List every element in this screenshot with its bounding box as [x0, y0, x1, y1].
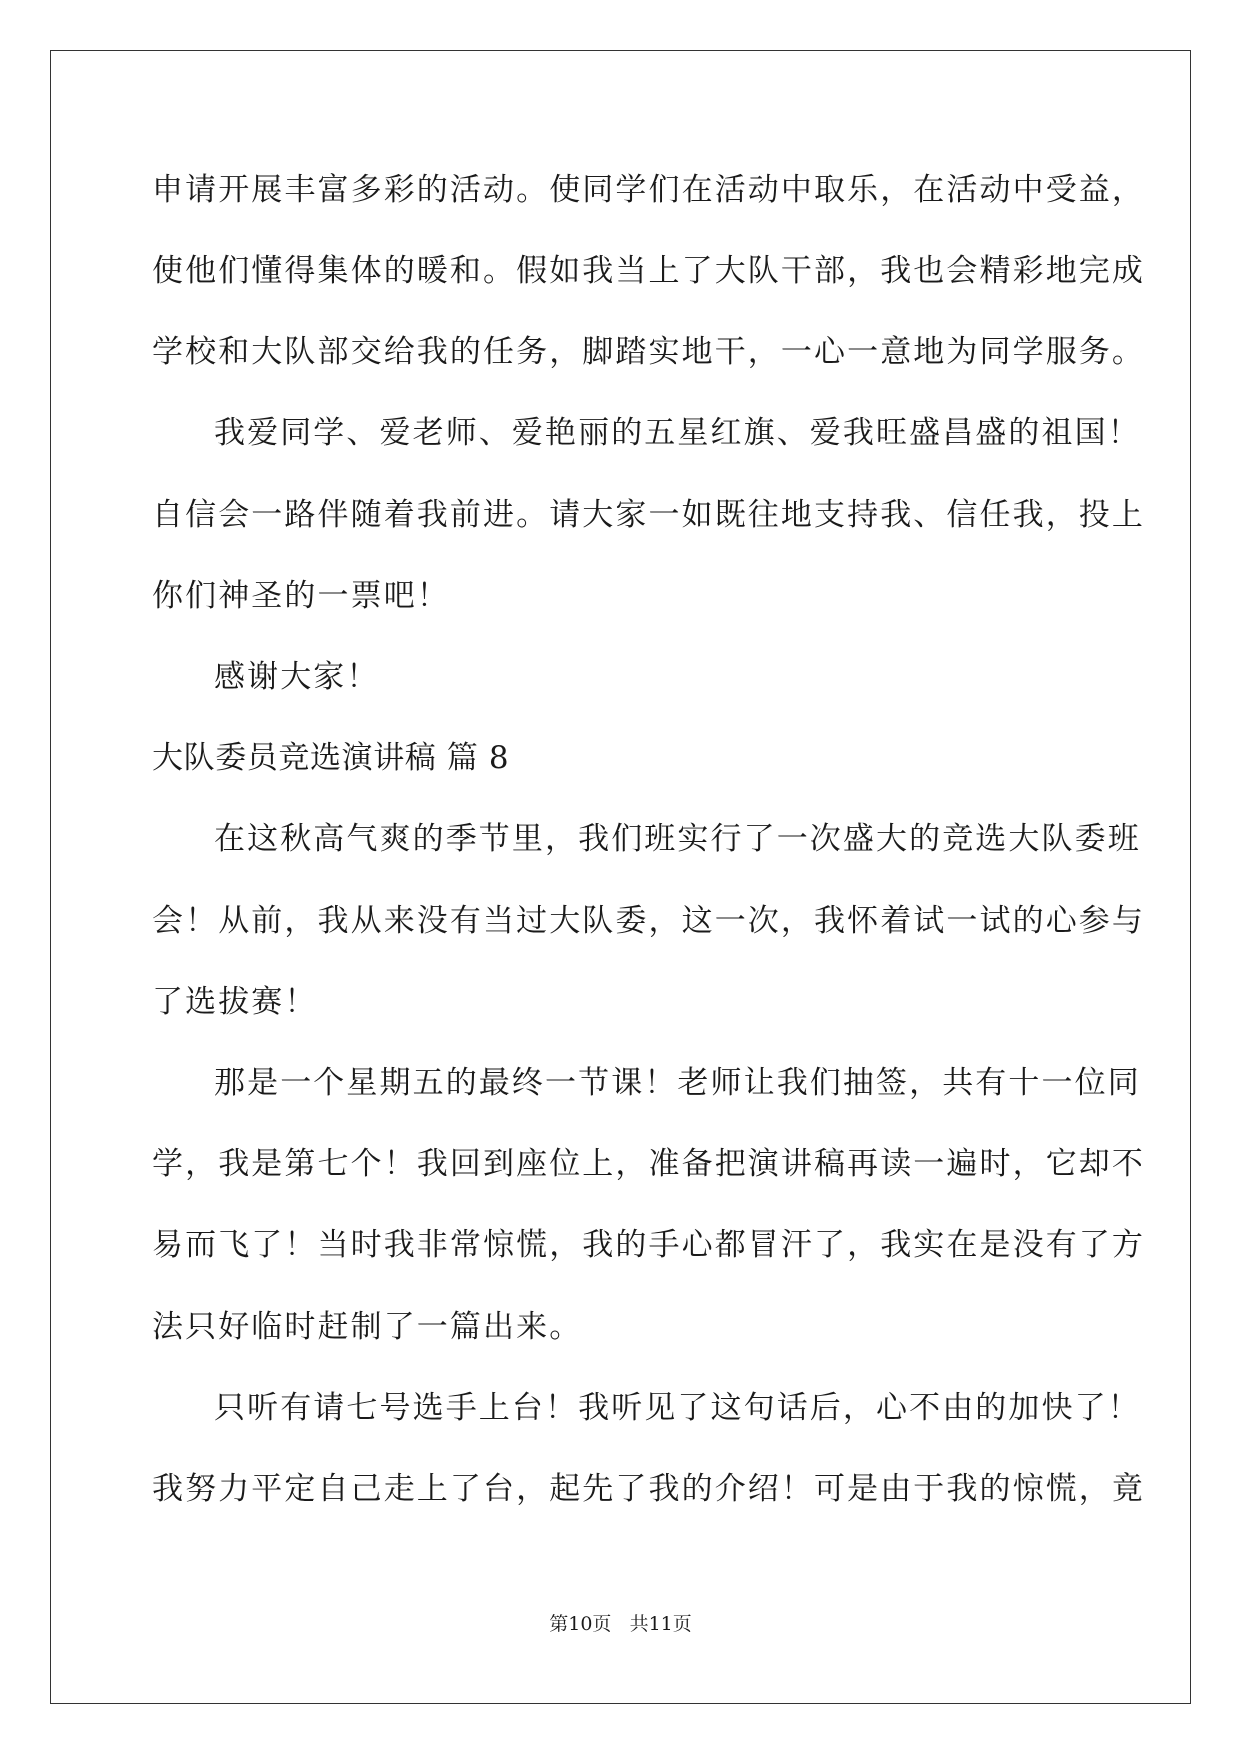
text-line: 感谢大家！ [214, 659, 380, 695]
text-line: 会！从前，我从来没有当过大队委，这一次，我怀着试一试的心参与 [152, 903, 1145, 939]
text-line: 在这秋高气爽的季节里，我们班实行了一次盛大的竞选大队委班 [214, 821, 1141, 857]
text-line: 我爱同学、爱老师、爱艳丽的五星红旗、爱我旺盛昌盛的祖国！ [214, 415, 1141, 451]
text-line: 了选拔赛！ [152, 984, 318, 1020]
text-line: 学，我是第七个！我回到座位上，准备把演讲稿再读一遍时，它却不 [152, 1146, 1145, 1182]
text-line: 法只好临时赶制了一篇出来。 [152, 1309, 583, 1345]
page-border [50, 50, 1191, 1704]
page-number: 第10页 [549, 1613, 612, 1635]
text-line: 申请开展丰富多彩的活动。使同学们在活动中取乐，在活动中受益， [152, 172, 1145, 208]
page-footer [0, 1612, 1241, 1636]
text-line: 易而飞了！当时我非常惊慌，我的手心都冒汗了，我实在是没有了方 [152, 1227, 1145, 1263]
text-line: 自信会一路伴随着我前进。请大家一如既往地支持我、信任我，投上 [152, 497, 1145, 533]
section-heading: 大队委员竞选演讲稿 篇 8 [152, 740, 510, 776]
text-line: 学校和大队部交给我的任务，脚踏实地干，一心一意地为同学服务。 [152, 334, 1145, 370]
text-line: 使他们懂得集体的暖和。假如我当上了大队干部，我也会精彩地完成 [152, 253, 1145, 289]
text-line: 你们神圣的一票吧！ [152, 578, 450, 614]
text-line: 我努力平定自己走上了台，起先了我的介绍！可是由于我的惊慌，竟 [152, 1471, 1145, 1507]
page-total: 共11页 [629, 1613, 692, 1635]
text-line: 那是一个星期五的最终一节课！老师让我们抽签，共有十一位同 [214, 1065, 1141, 1101]
text-line: 只听有请七号选手上台！我听见了这句话后，心不由的加快了！ [214, 1390, 1141, 1426]
